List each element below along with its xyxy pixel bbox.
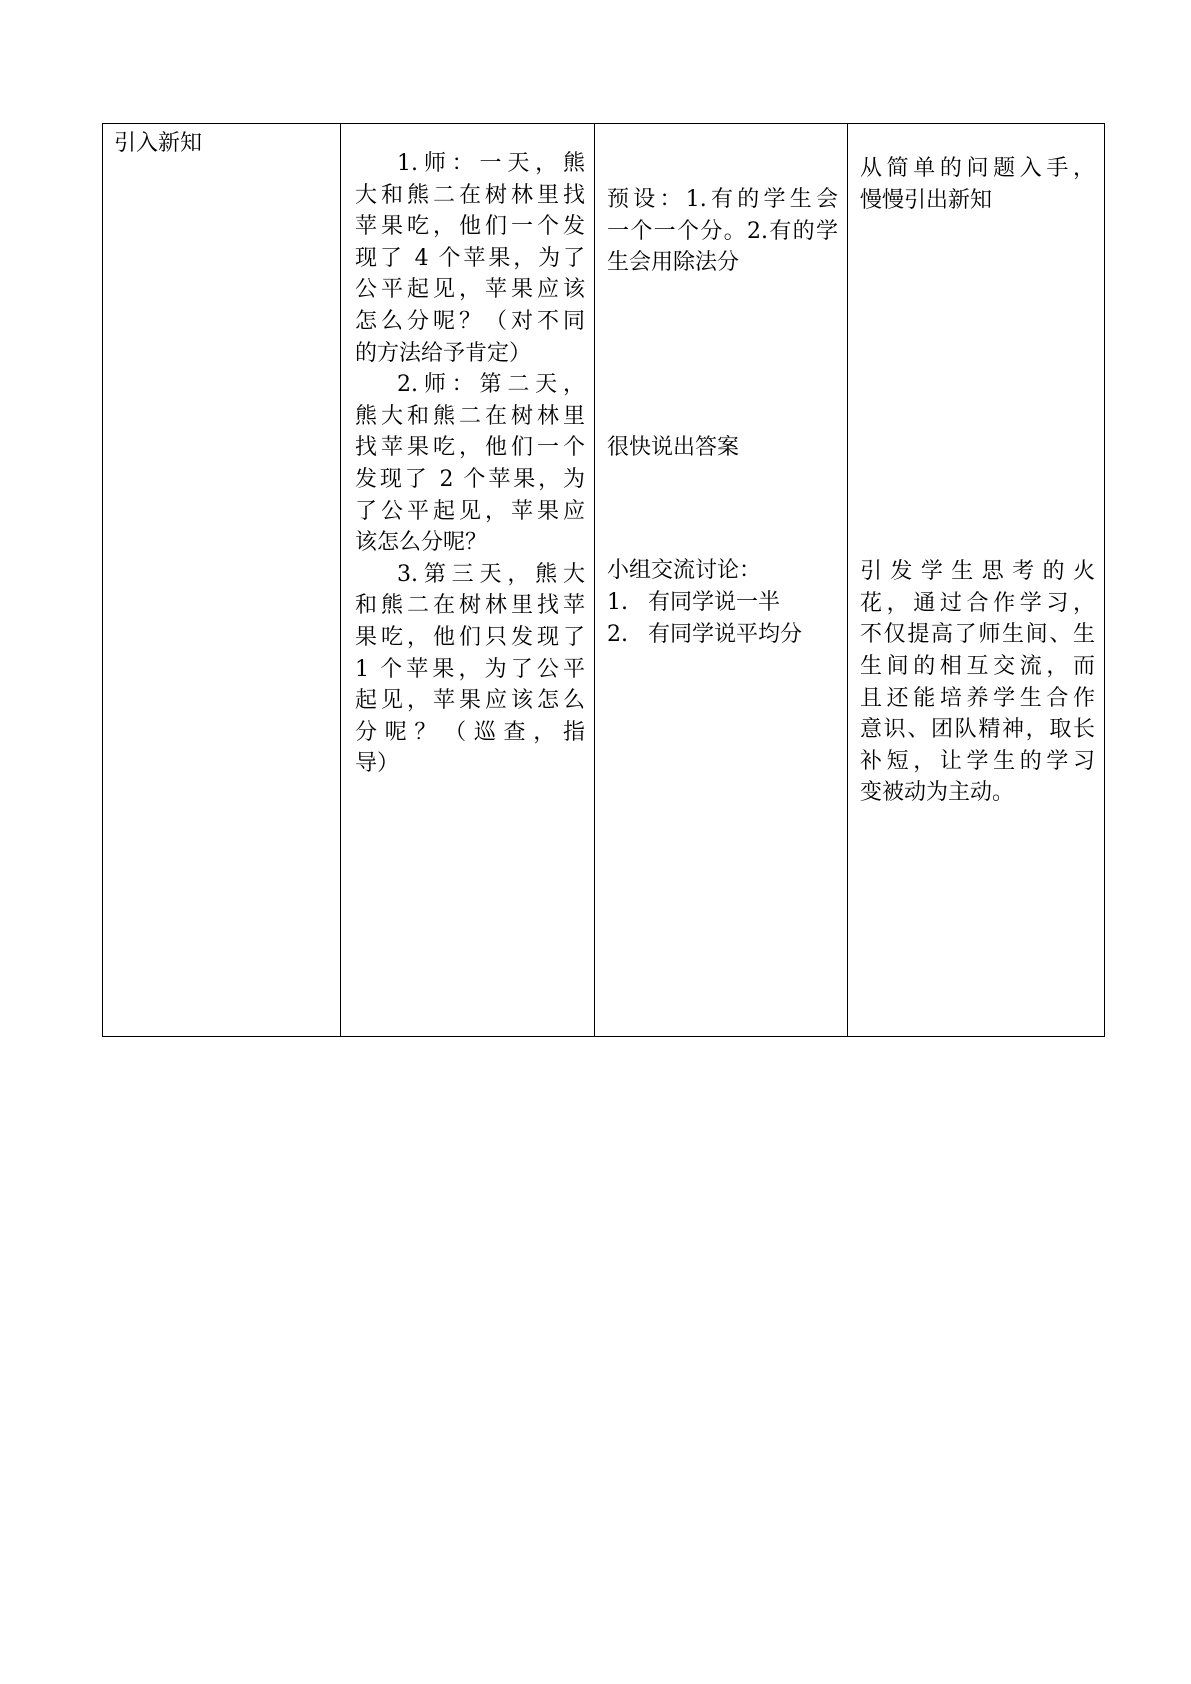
list-item-number: 1.	[607, 589, 628, 615]
list-item-number: 2.	[607, 621, 628, 647]
intent-paragraph-2	[860, 556, 1095, 809]
intent-line: 补短，让学生的学习	[860, 748, 1095, 774]
intent-line: 意识、团队精神，取长	[860, 717, 1095, 743]
teacher-activity-cell	[341, 124, 595, 1037]
teacher-line: 导）	[355, 751, 400, 777]
intent-line: 生间的相互交流，而	[860, 653, 1095, 679]
teacher-line: 该怎么分呢？	[355, 530, 488, 556]
teacher-line: 1 个苹果，为了公平	[355, 656, 585, 682]
intent-line: 且还能培养学生合作	[860, 685, 1095, 711]
student-preset	[607, 184, 838, 279]
list-item	[607, 619, 838, 651]
intent-line: 花，通过合作学习，	[860, 590, 1095, 616]
intent-paragraph-1	[860, 153, 1095, 216]
student-line: 一个一个分。2.有的学	[607, 218, 838, 244]
list-item	[607, 587, 838, 619]
teacher-paragraph-2	[355, 369, 585, 559]
teacher-line: 熊大和熊二在树林里	[355, 403, 585, 429]
teacher-line: 1.师：一天，熊	[397, 151, 585, 176]
teacher-line: 苹果吃，他们一个发	[355, 214, 585, 240]
intent-line: 不仅提高了师生间、生	[860, 622, 1095, 648]
student-group-discussion	[607, 555, 838, 650]
teacher-line: 分呢？（巡查，指	[355, 719, 585, 745]
stage-cell	[103, 124, 341, 1037]
teacher-line: 和熊二在树林里找苹	[355, 593, 585, 619]
list-item-text: 有同学说平均分	[648, 621, 803, 647]
teacher-line: 果吃，他们只发现了	[355, 624, 585, 650]
teacher-line: 起见，苹果应该怎么	[355, 688, 585, 714]
lesson-plan-table	[102, 123, 1105, 1037]
group-discussion-title: 小组交流讨论：	[607, 558, 762, 584]
intent-line: 变被动为主动。	[860, 780, 1015, 806]
student-line: 生会用除法分	[607, 250, 740, 276]
student-line: 很快说出答案	[607, 434, 740, 460]
teacher-paragraph-1	[355, 148, 585, 369]
teacher-line: 公平起见，苹果应该	[355, 277, 585, 303]
intent-line: 从简单的问题入手，	[860, 156, 1095, 181]
student-activity-cell	[595, 124, 848, 1037]
design-intent-cell	[848, 124, 1105, 1037]
teacher-line: 的方法给予肯定）	[355, 340, 532, 366]
teacher-line: 大和熊二在树林里找	[355, 182, 585, 208]
teacher-paragraph-3	[355, 559, 585, 780]
student-line: 预设：1.有的学生会	[607, 187, 838, 212]
intent-line: 引发学生思考的火	[860, 559, 1095, 585]
intent-line: 慢慢引出新知	[860, 187, 993, 213]
teacher-line: 找苹果吃，他们一个	[355, 435, 585, 461]
teacher-line: 现了 4 个苹果，为了	[355, 245, 585, 271]
teacher-line: 2.师：第二天，	[397, 372, 585, 398]
student-quick-answer	[607, 432, 838, 464]
list-item-text: 有同学说一半	[648, 589, 781, 615]
teacher-line: 了公平起见，苹果应	[355, 498, 585, 524]
teacher-line: 怎么分呢？（对不同	[355, 308, 585, 334]
stage-label: 引入新知	[114, 131, 203, 156]
table-row	[103, 124, 1105, 1037]
teacher-line: 发现了 2 个苹果，为	[355, 466, 585, 492]
teacher-line: 3.第三天，熊大	[397, 561, 585, 587]
